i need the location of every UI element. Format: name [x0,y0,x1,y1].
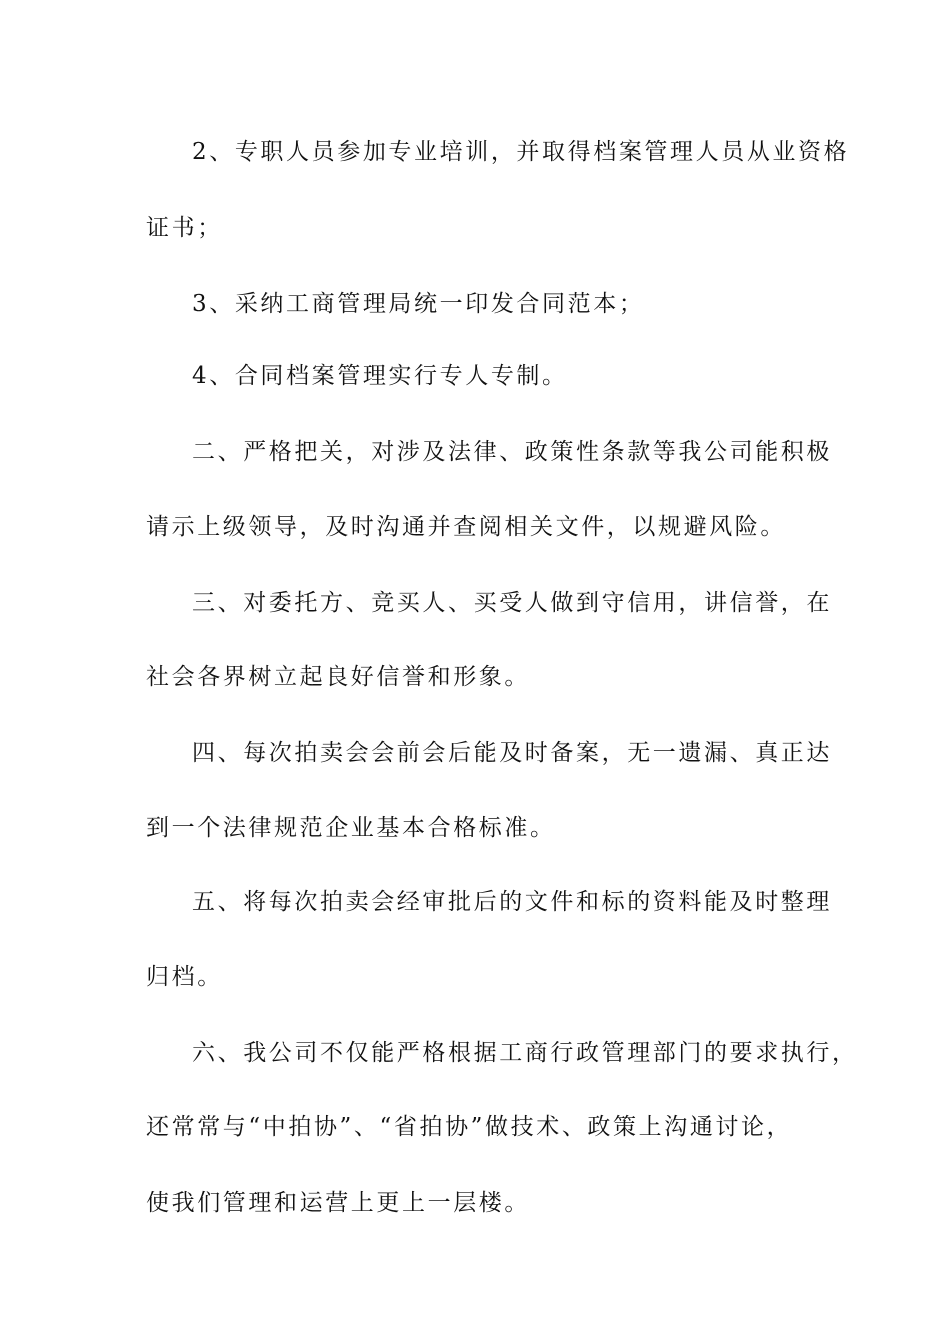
paragraph-line: 五、将每次拍卖会经审批后的文件和标的资料能及时整理 [192,889,832,915]
paragraph-line: 4、合同档案管理实行专人专制。 [192,363,568,389]
paragraph-line: 2、专职人员参加专业培训，并取得档案管理人员从业资格 [192,139,850,165]
paragraph-line: 到一个法律规范企业基本合格标准。 [146,815,556,841]
paragraph-line: 三、对委托方、竞买人、买受人做到守信用，讲信誉，在 [192,590,832,616]
paragraph-line: 3、采纳工商管理局统一印发合同范本； [192,291,645,317]
paragraph-line: 证书； [146,215,223,241]
paragraph-line: 使我们管理和运营上更上一层楼。 [146,1190,530,1216]
paragraph-line: 请示上级领导，及时沟通并查阅相关文件，以规避风险。 [146,514,786,540]
paragraph-line: 四、每次拍卖会会前会后能及时备案，无一遗漏、真正达 [192,740,832,766]
paragraph-line: 归档。 [146,964,223,990]
paragraph-line: 六、我公司不仅能严格根据工商行政管理部门的要求执行， [192,1040,858,1066]
paragraph-line: 二、严格把关，对涉及法律、政策性条款等我公司能积极 [192,439,832,465]
paragraph-line: 社会各界树立起良好信誉和形象。 [146,664,530,690]
paragraph-line: 还常常与“中拍协”、“省拍协”做技术、政策上沟通讨论， [146,1114,793,1140]
